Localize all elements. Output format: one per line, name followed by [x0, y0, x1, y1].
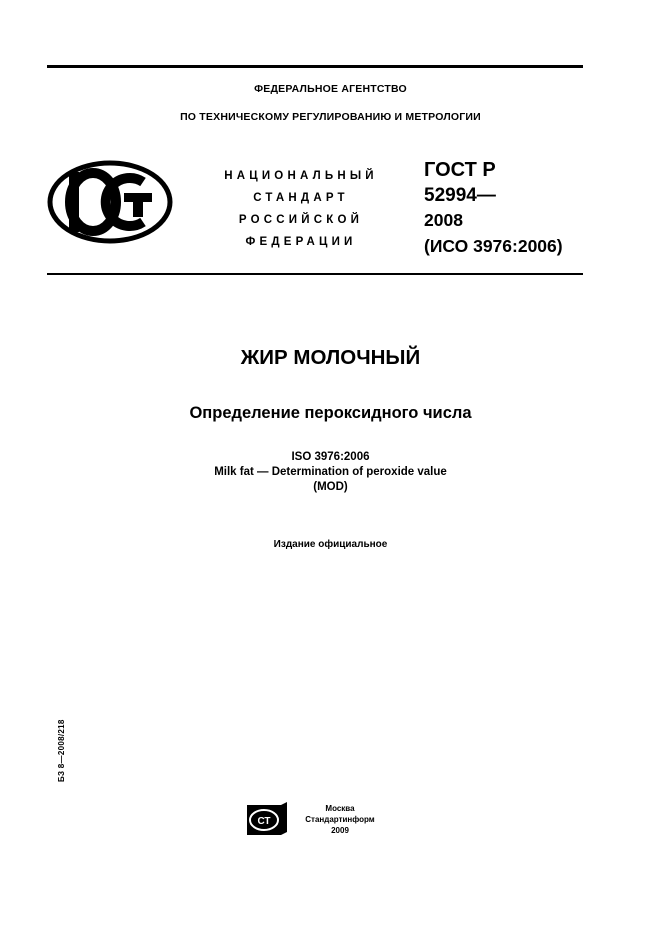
iso-modifier: (MOD): [313, 481, 348, 493]
document-title: ЖИР МОЛОЧНЫЙ: [240, 346, 421, 369]
rst-certification-mark-icon: [47, 160, 173, 244]
edition-label: Издание официальное: [273, 539, 388, 550]
national-standard-block: [204, 165, 398, 253]
rst-letter-t: [124, 193, 152, 217]
designation-line-4: (ИСО 3976:2006): [424, 236, 563, 256]
agency-name-line-2: ПО ТЕХНИЧЕСКОМУ РЕГУЛИРОВАНИЮ И МЕТРОЛОГИИ: [180, 111, 481, 123]
publisher-city: Москва: [325, 804, 355, 813]
national-standard-line-1: НАЦИОНАЛЬНЫЙ: [224, 170, 378, 182]
national-standard-line-2: СТАНДАРТ: [253, 192, 349, 204]
national-standard-line-3: РОССИЙСКОЙ: [238, 214, 364, 226]
publisher-name: Стандартинформ: [305, 815, 375, 824]
designation-line-2: 52994—: [424, 185, 496, 206]
agency-name-line-1: ФЕДЕРАЛЬНОЕ АГЕНТСТВО: [254, 83, 407, 95]
svg-text:СТ: СТ: [257, 816, 271, 827]
document-subtitle: Определение пероксидного числа: [189, 404, 472, 422]
iso-reference: [0, 450, 661, 495]
publisher-year: 2009: [331, 826, 349, 835]
top-rule: [47, 65, 583, 68]
iso-number: ISO 3976:2006: [291, 451, 370, 463]
publisher-imprint: [297, 803, 383, 836]
standartinform-logo-icon: [246, 802, 288, 836]
designation-line-3: 2008: [424, 210, 463, 230]
side-code: БЗ 8—2008/218: [57, 719, 66, 782]
middle-rule: [47, 273, 583, 275]
designation-line-1: ГОСТ Р: [424, 159, 496, 181]
iso-title: Milk fat — Determination of peroxide value: [214, 466, 447, 478]
national-standard-line-4: ФЕДЕРАЦИИ: [245, 236, 357, 248]
standard-designation: [424, 158, 563, 259]
